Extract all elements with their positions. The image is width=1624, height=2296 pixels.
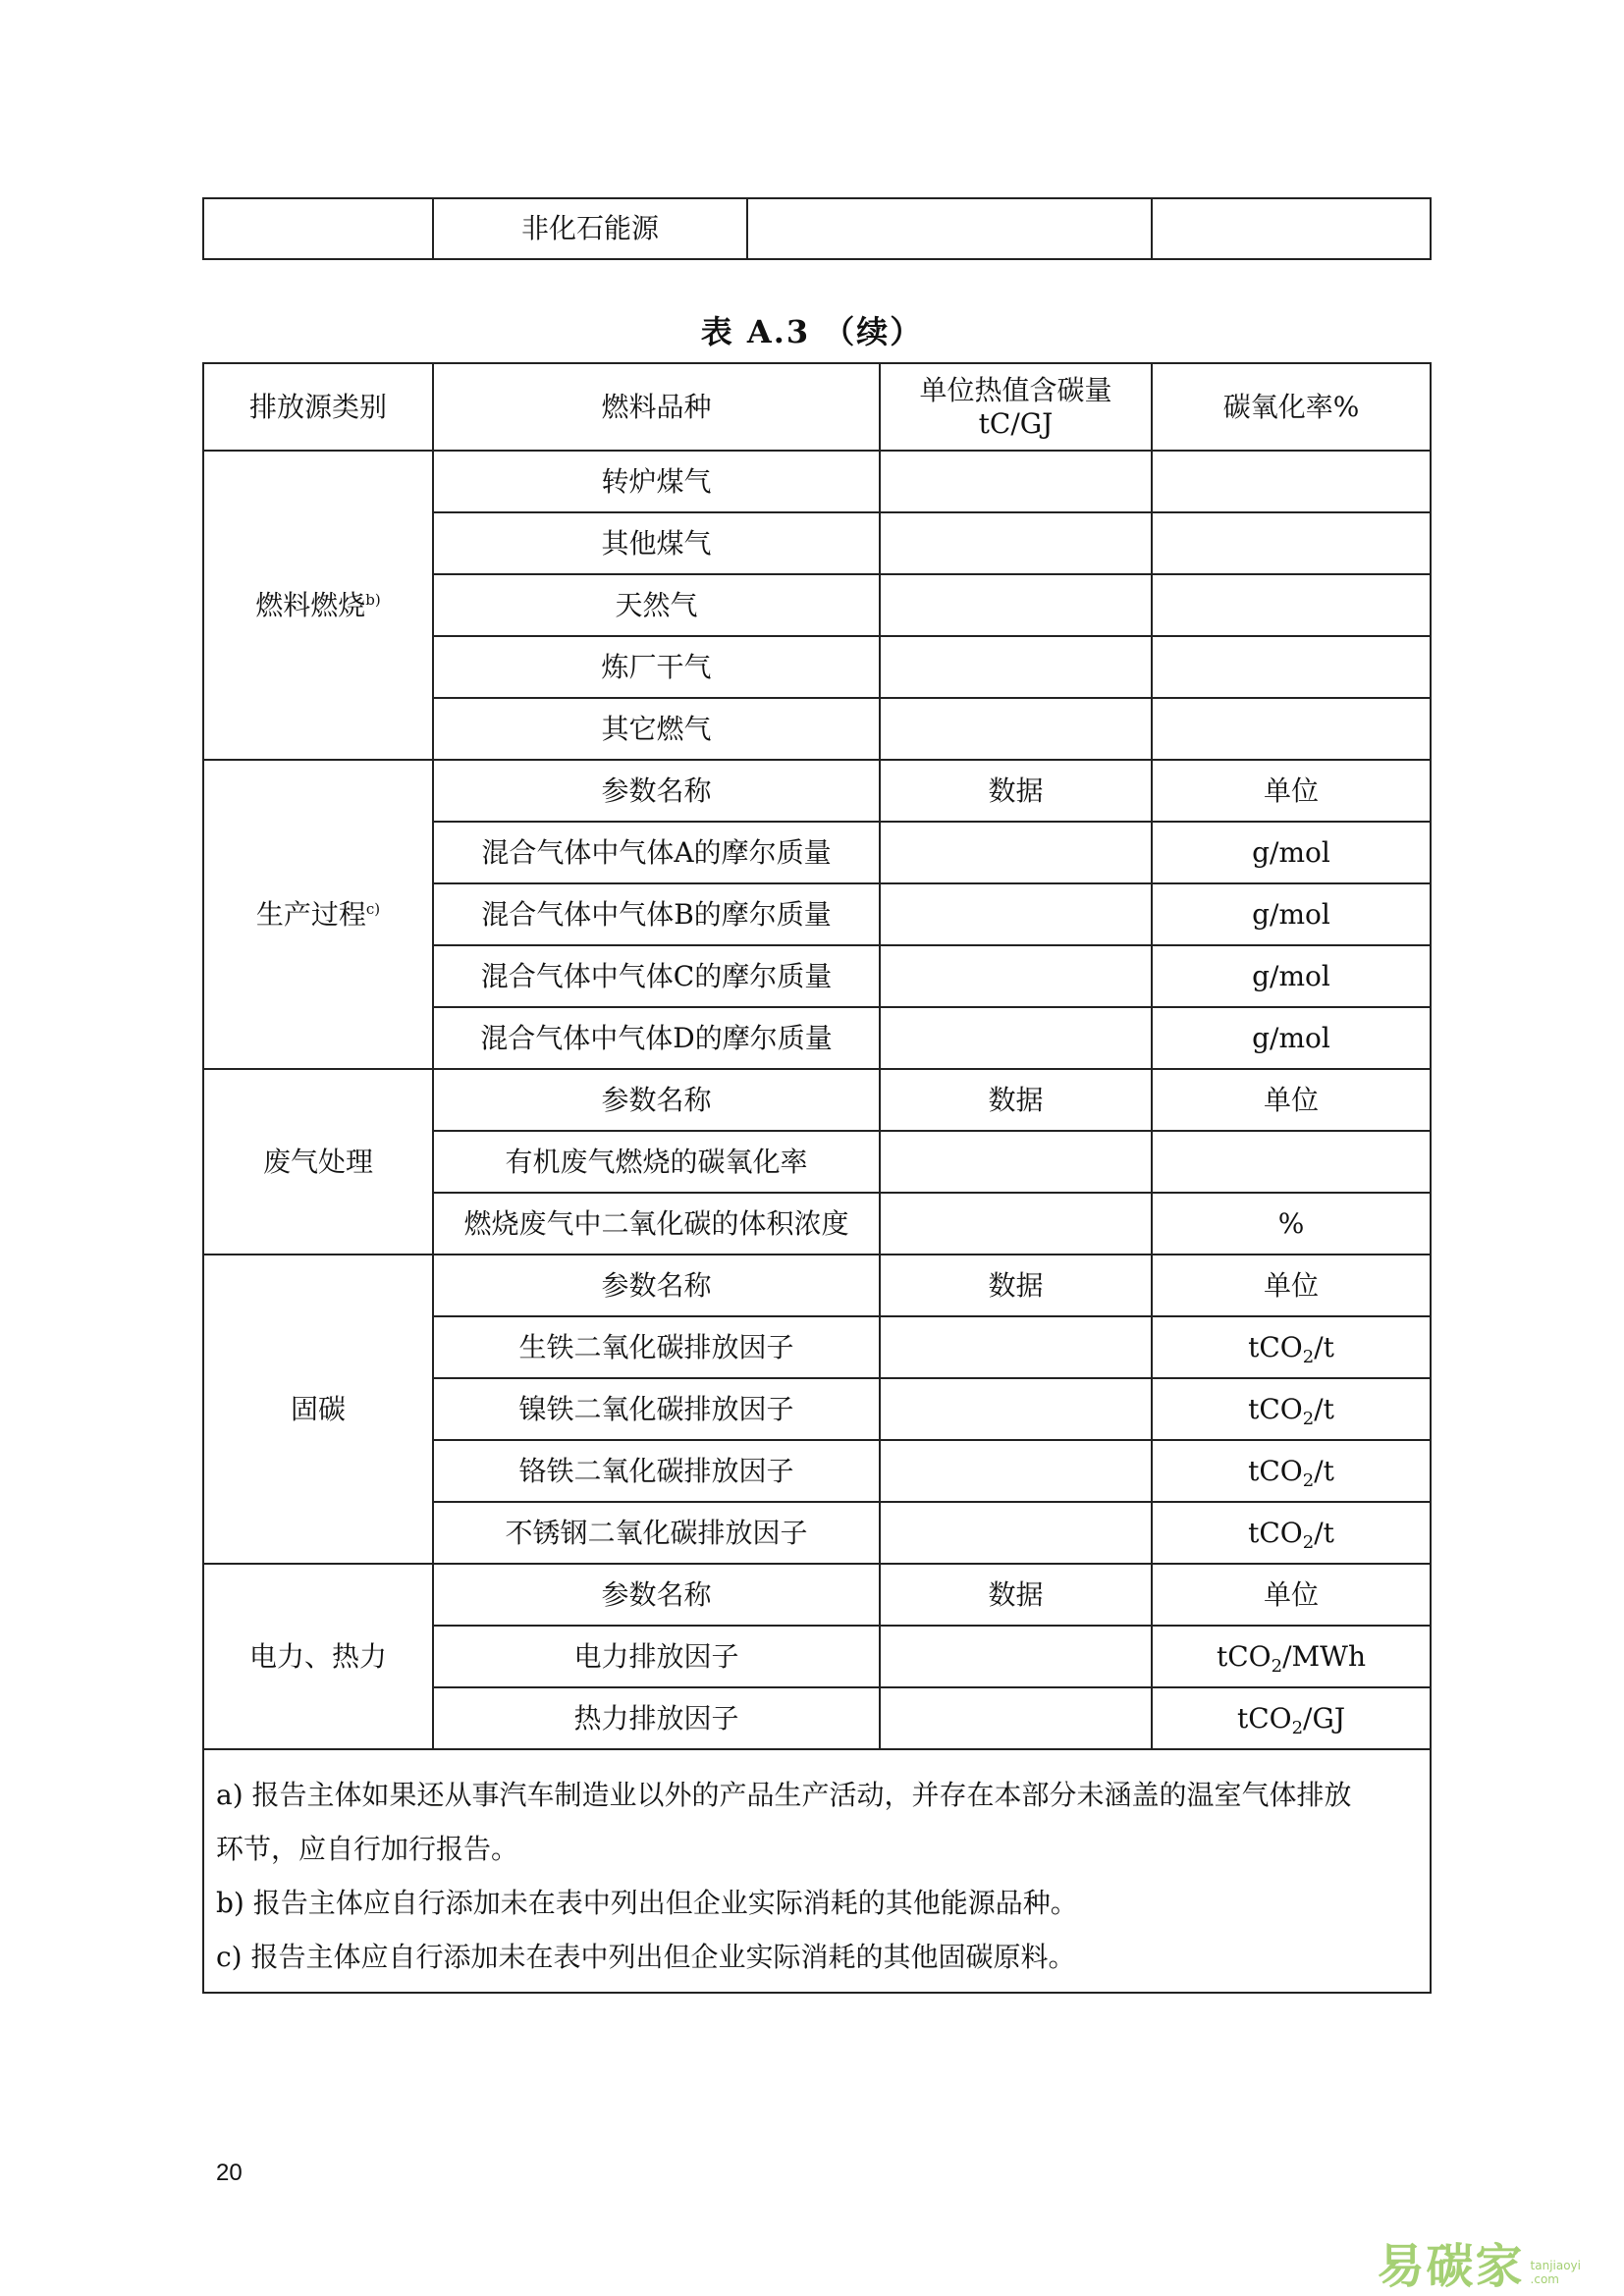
data-cell <box>880 1440 1152 1502</box>
table-cell <box>203 198 433 259</box>
watermark-text: 易碳家 <box>1377 2239 1525 2294</box>
param-name: 有机废气燃烧的碳氧化率 <box>433 1131 880 1193</box>
table-caption: 表 A.3 （续） <box>700 313 924 350</box>
data-cell <box>1152 451 1431 512</box>
param-header: 参数名称 <box>433 1069 880 1131</box>
unit-cell: g/mol <box>1152 945 1431 1007</box>
data-header: 数据 <box>880 1255 1152 1316</box>
data-cell <box>1152 698 1431 760</box>
data-cell <box>880 822 1152 883</box>
watermark-subtext <box>1531 2259 1581 2286</box>
param-name: 镍铁二氧化碳排放因子 <box>433 1378 880 1440</box>
unit-cell: g/mol <box>1152 1007 1431 1069</box>
unit-part: /t <box>1314 1330 1334 1363</box>
data-header: 数据 <box>880 1069 1152 1131</box>
data-cell <box>880 698 1152 760</box>
unit-part: /t <box>1314 1454 1334 1487</box>
category-waste-gas: 废气处理 <box>203 1069 433 1255</box>
note-line: c) 报告主体应自行添加未在表中列出但企业实际消耗的其他固碳原料。 <box>216 1941 1076 1973</box>
watermark-logo <box>1378 2228 1581 2296</box>
unit-header: 单位 <box>1152 1069 1431 1131</box>
table-row <box>203 1255 1431 1316</box>
unit-part: tCO <box>1248 1330 1303 1363</box>
param-header: 参数名称 <box>433 1255 880 1316</box>
category-carbon-fixation: 固碳 <box>203 1255 433 1564</box>
unit-cell <box>1152 1316 1431 1378</box>
unit-part: /MWh <box>1282 1639 1366 1673</box>
data-cell <box>880 1193 1152 1255</box>
data-cell <box>880 1626 1152 1687</box>
unit-cell: g/mol <box>1152 822 1431 883</box>
unit-part: tCO <box>1248 1454 1303 1487</box>
header-fuel-type: 燃料品种 <box>433 363 880 451</box>
table-row <box>203 1564 1431 1626</box>
data-cell <box>880 945 1152 1007</box>
param-name: 混合气体中气体A的摩尔质量 <box>433 822 880 883</box>
data-cell <box>880 883 1152 945</box>
param-name: 混合气体中气体B的摩尔质量 <box>433 883 880 945</box>
unit-subscript: 2 <box>1302 1408 1315 1429</box>
param-name: 混合气体中气体D的摩尔质量 <box>433 1007 880 1069</box>
watermark-sub1: tanjiaoyi <box>1530 2259 1581 2272</box>
header-carbon-content-line2: tC/GJ <box>978 406 1054 440</box>
unit-subscript: 2 <box>1291 1717 1304 1738</box>
table-notes <box>203 1749 1431 1993</box>
data-cell <box>880 1007 1152 1069</box>
unit-part: /GJ <box>1303 1701 1346 1735</box>
unit-part: tCO <box>1248 1392 1303 1425</box>
unit-cell <box>1152 1131 1431 1193</box>
unit-cell <box>1152 1440 1431 1502</box>
data-cell <box>1152 636 1431 698</box>
param-name: 铬铁二氧化碳排放因子 <box>433 1440 880 1502</box>
unit-cell <box>1152 1378 1431 1440</box>
unit-part: tCO <box>1248 1516 1303 1549</box>
watermark-sub2: .com <box>1530 2272 1559 2286</box>
continued-table-fragment <box>202 197 1432 260</box>
data-cell <box>880 636 1152 698</box>
category-label: 燃料燃烧 <box>255 588 366 621</box>
unit-part: /t <box>1314 1516 1334 1549</box>
category-power-heat: 电力、热力 <box>203 1564 433 1749</box>
table-header-row <box>203 363 1431 451</box>
unit-header: 单位 <box>1152 760 1431 822</box>
unit-cell <box>1152 1626 1431 1687</box>
emission-parameters-table <box>202 362 1432 1994</box>
unit-cell <box>1152 1502 1431 1564</box>
param-name: 不锈钢二氧化碳排放因子 <box>433 1502 880 1564</box>
fuel-name: 炼厂干气 <box>433 636 880 698</box>
unit-subscript: 2 <box>1302 1469 1315 1491</box>
fuel-name: 转炉煤气 <box>433 451 880 512</box>
param-header: 参数名称 <box>433 760 880 822</box>
footnote-mark: c) <box>365 899 381 918</box>
data-cell <box>880 451 1152 512</box>
category-fuel-combustion <box>203 451 433 760</box>
header-carbon-content <box>880 363 1152 451</box>
unit-cell <box>1152 1687 1431 1749</box>
param-header: 参数名称 <box>433 1564 880 1626</box>
note-line: 环节，应自行加行报告。 <box>216 1833 519 1865</box>
data-header: 数据 <box>880 760 1152 822</box>
unit-part: tCO <box>1216 1639 1272 1673</box>
param-name: 燃烧废气中二氧化碳的体积浓度 <box>433 1193 880 1255</box>
note-line: a) 报告主体如果还从事汽车制造业以外的产品生产活动，并存在本部分未涵盖的温室气体排放 <box>216 1779 1352 1811</box>
data-cell <box>880 574 1152 636</box>
table-row <box>203 198 1431 259</box>
header-category: 排放源类别 <box>203 363 433 451</box>
data-cell <box>880 512 1152 574</box>
unit-cell: g/mol <box>1152 883 1431 945</box>
fuel-name: 天然气 <box>433 574 880 636</box>
unit-part: tCO <box>1236 1701 1292 1735</box>
fuel-name: 其他煤气 <box>433 512 880 574</box>
note-line: b) 报告主体应自行添加未在表中列出但企业实际消耗的其他能源品种。 <box>216 1887 1078 1919</box>
data-header: 数据 <box>880 1564 1152 1626</box>
unit-subscript: 2 <box>1271 1655 1283 1677</box>
table-cell <box>1152 198 1431 259</box>
param-name: 热力排放因子 <box>433 1687 880 1749</box>
param-name: 电力排放因子 <box>433 1626 880 1687</box>
category-label: 生产过程 <box>255 897 366 931</box>
data-cell <box>1152 512 1431 574</box>
data-cell <box>880 1131 1152 1193</box>
unit-header: 单位 <box>1152 1255 1431 1316</box>
data-cell <box>880 1687 1152 1749</box>
notes-row <box>203 1749 1431 1993</box>
table-cell <box>747 198 1152 259</box>
footnote-mark: b) <box>365 590 381 609</box>
header-oxidation-rate: 碳氧化率% <box>1152 363 1431 451</box>
unit-header: 单位 <box>1152 1564 1431 1626</box>
data-cell <box>1152 574 1431 636</box>
category-production-process <box>203 760 433 1069</box>
unit-subscript: 2 <box>1302 1346 1315 1367</box>
param-name: 混合气体中气体C的摩尔质量 <box>433 945 880 1007</box>
table-row <box>203 760 1431 822</box>
data-cell <box>880 1316 1152 1378</box>
param-name: 生铁二氧化碳排放因子 <box>433 1316 880 1378</box>
header-carbon-content-line1: 单位热值含碳量 <box>919 373 1112 406</box>
table-row <box>203 1069 1431 1131</box>
table-cell: 非化石能源 <box>433 198 747 259</box>
unit-subscript: 2 <box>1302 1531 1315 1553</box>
unit-cell: % <box>1152 1193 1431 1255</box>
fuel-name: 其它燃气 <box>433 698 880 760</box>
unit-part: /t <box>1314 1392 1334 1425</box>
data-cell <box>880 1502 1152 1564</box>
page-number: 20 <box>216 2160 243 2186</box>
table-row <box>203 451 1431 512</box>
data-cell <box>880 1378 1152 1440</box>
